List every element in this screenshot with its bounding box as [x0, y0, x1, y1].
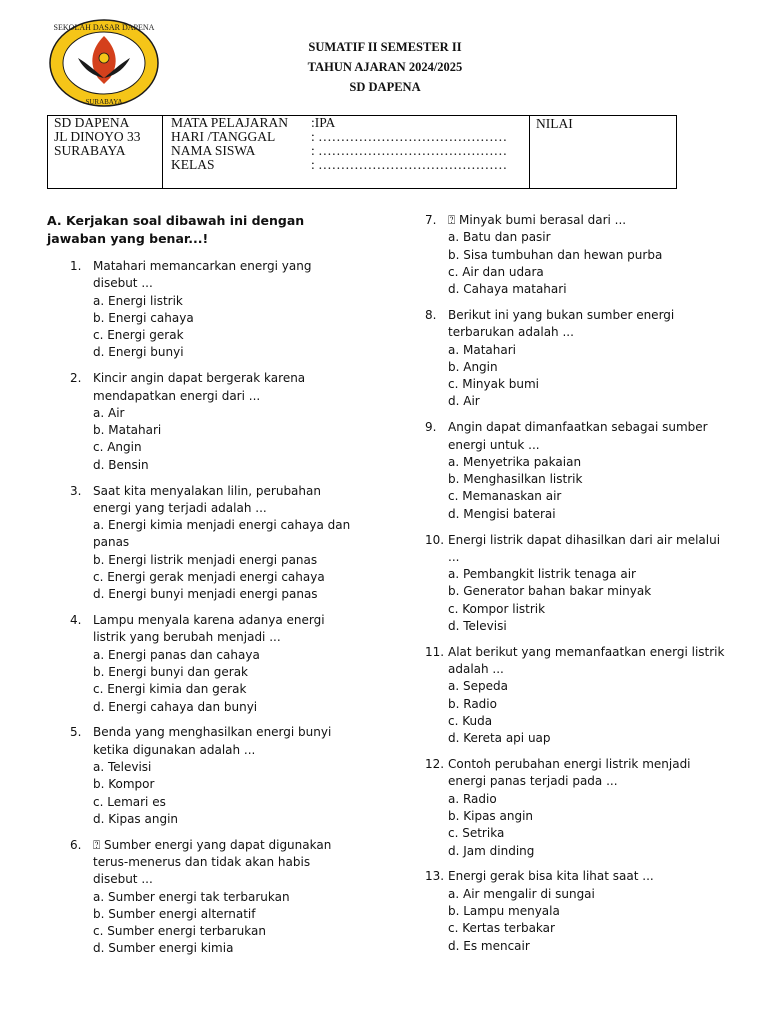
- answer-option[interactable]: d. Sumber energi kimia: [93, 941, 234, 956]
- question-number-text: 5.: [70, 725, 82, 740]
- question-number-text: 4.: [70, 613, 82, 628]
- answer-option[interactable]: b. Lampu menyala: [448, 903, 560, 918]
- field-value[interactable]: : ……………………………………: [311, 157, 508, 172]
- field-label: NAMA SISWA: [171, 143, 256, 158]
- question-body: [448, 532, 725, 636]
- question-number: [425, 868, 448, 954]
- question-number-text: 13.: [425, 869, 445, 884]
- school-address-cell: [48, 116, 163, 189]
- school-logo: [48, 18, 160, 108]
- answer-option[interactable]: d. Air: [448, 394, 480, 409]
- answer-option[interactable]: d. Kereta api uap: [448, 731, 551, 746]
- answer-option[interactable]: b. Energi bunyi dan gerak: [93, 665, 249, 680]
- header-year: TAHUN AJARAN 2024/2025: [307, 60, 463, 74]
- answer-option[interactable]: c. Energi gerak menjadi energi cahaya: [93, 570, 325, 585]
- answer-option[interactable]: b. Generator bahan bakar minyak: [448, 584, 652, 599]
- school-name: SD DAPENA: [54, 115, 130, 130]
- answer-option[interactable]: a. Air mengalir di sungai: [448, 886, 595, 901]
- answer-option[interactable]: b. Kipas angin: [448, 809, 534, 823]
- question-number: [425, 212, 448, 298]
- field-label: KELAS: [171, 157, 215, 172]
- question-number: [47, 837, 93, 958]
- answer-option[interactable]: d. Energi bunyi menjadi energi panas: [93, 587, 318, 602]
- answer-option[interactable]: a. Energi panas dan cahaya: [93, 647, 260, 662]
- question-body: [448, 212, 725, 298]
- answer-option[interactable]: d. Cahaya matahari: [448, 282, 567, 297]
- question-body: [448, 868, 725, 954]
- question-body: [93, 837, 357, 958]
- question-text: ⍰ Sumber energi yang dapat digunakan terus-menerus dan tidak akan habis disebut ...: [93, 837, 332, 887]
- answer-option[interactable]: a. Air: [93, 405, 125, 420]
- question-number-text: 8.: [425, 307, 437, 322]
- field-student-name: [163, 144, 529, 158]
- question-text: Energi listrik dapat dihasilkan dari air melalui ...: [448, 532, 721, 564]
- answer-option[interactable]: c. Minyak bumi: [448, 377, 539, 392]
- answer-option[interactable]: a. Matahari: [448, 342, 516, 357]
- question-body: [93, 724, 357, 828]
- field-date: [163, 130, 529, 144]
- answer-option[interactable]: c. Setrika: [448, 826, 505, 841]
- question-item: [425, 868, 725, 954]
- question-number: [425, 419, 448, 523]
- answer-option[interactable]: b. Menghasilkan listrik: [448, 472, 583, 487]
- answer-option[interactable]: d. Televisi: [448, 619, 507, 634]
- question-number-text: 11.: [425, 644, 445, 659]
- question-body: [448, 644, 725, 748]
- question-number: [47, 724, 93, 828]
- question-item: [47, 370, 357, 474]
- answer-option[interactable]: d. Es mencair: [448, 938, 530, 953]
- answer-option[interactable]: a. Menyetrika pakaian: [448, 454, 582, 469]
- answer-option[interactable]: a. Sepeda: [448, 679, 508, 694]
- question-item: [425, 756, 725, 860]
- questions-column-left: [47, 212, 357, 966]
- answer-option[interactable]: a. Energi kimia menjadi energi cahaya dan panas: [93, 518, 351, 550]
- answer-option[interactable]: a. Televisi: [93, 760, 152, 775]
- question-item: [425, 644, 725, 748]
- answer-option[interactable]: d. Energi cahaya dan bunyi: [93, 699, 258, 714]
- answer-option[interactable]: a. Radio: [448, 791, 497, 806]
- question-text: ⍰ Minyak bumi berasal dari ...: [448, 213, 627, 227]
- question-body: [448, 756, 725, 860]
- score-label: NILAI: [536, 116, 573, 131]
- question-body: [93, 370, 357, 474]
- answer-option[interactable]: c. Lemari es: [93, 794, 166, 809]
- answer-option[interactable]: c. Air dan udara: [448, 264, 544, 279]
- question-number-text: 10.: [425, 532, 445, 547]
- answer-option[interactable]: d. Energi bunyi: [93, 345, 184, 360]
- section-title: A. Kerjakan soal dibawah ini dengan jawaban yang benar...!: [47, 213, 305, 246]
- question-text: Matahari memancarkan energi yang disebut ...: [93, 259, 312, 291]
- question-body: [448, 419, 725, 523]
- question-text: Lampu menyala karena adanya energi listrik yang berubah menjadi ...: [93, 613, 325, 645]
- question-item: [47, 837, 357, 958]
- answer-option[interactable]: c. Sumber energi terbarukan: [93, 924, 266, 939]
- answer-option[interactable]: b. Angin: [448, 359, 498, 374]
- answer-option[interactable]: a. Pembangkit listrik tenaga air: [448, 567, 636, 582]
- answer-option[interactable]: a. Sumber energi tak terbarukan: [93, 889, 290, 904]
- school-street: JL DINOYO 33: [54, 129, 141, 144]
- document-header: [250, 37, 520, 97]
- question-text: Benda yang menghasilkan energi bunyi ketika digunakan adalah ...: [93, 725, 332, 757]
- question-body: [448, 307, 725, 411]
- question-item: [425, 212, 725, 298]
- field-label: MATA PELAJARAN: [171, 115, 289, 130]
- question-text: Saat kita menyalakan lilin, perubahan energi yang terjadi adalah ...: [93, 483, 321, 515]
- question-number: [425, 756, 448, 860]
- question-text: Berikut ini yang bukan sumber energi terbarukan adalah ...: [448, 307, 675, 340]
- question-text: Kincir angin dapat bergerak karena mendapatkan energi dari ...: [93, 371, 306, 403]
- answer-option[interactable]: b. Matahari: [93, 423, 162, 438]
- answer-option[interactable]: b. Radio: [448, 696, 497, 711]
- answer-option[interactable]: c. Energi gerak: [93, 328, 184, 343]
- question-item: [47, 483, 357, 604]
- score-cell[interactable]: [530, 116, 677, 189]
- question-item: [47, 258, 357, 362]
- answer-option[interactable]: a. Energi listrik: [93, 293, 183, 308]
- answer-option[interactable]: d. Jam dinding: [448, 843, 535, 858]
- student-info-table: [47, 115, 677, 189]
- question-number: [47, 258, 93, 362]
- answer-option[interactable]: d. Bensin: [93, 457, 149, 472]
- student-fields-cell: [163, 116, 530, 189]
- question-text: Alat berikut yang memanfaatkan energi listrik adalah ...: [448, 644, 725, 677]
- question-item: [47, 612, 357, 716]
- question-body: [93, 258, 357, 362]
- answer-option[interactable]: d. Kipas angin: [93, 811, 179, 826]
- question-item: [425, 532, 725, 636]
- question-number: [425, 532, 448, 636]
- answer-option[interactable]: d. Mengisi baterai: [448, 506, 556, 521]
- question-number-text: 9.: [425, 420, 437, 435]
- header-school: SD DAPENA: [349, 80, 421, 94]
- field-label: HARI /TANGGAL: [171, 129, 276, 144]
- field-value[interactable]: : ……………………………………: [311, 129, 508, 144]
- logo-ring-text: SEKOLAH DASAR DAPENA: [53, 23, 155, 32]
- question-body: [93, 612, 357, 716]
- question-number: [47, 483, 93, 604]
- question-number-text: 1.: [70, 259, 82, 273]
- answer-option[interactable]: b. Sumber energi alternatif: [93, 906, 256, 921]
- answer-option[interactable]: c. Kompor listrik: [448, 601, 546, 616]
- header-title: SUMATIF II SEMESTER II: [308, 40, 462, 54]
- logo-bottom-text: SURABAYA: [85, 98, 123, 106]
- school-city: SURABAYA: [54, 143, 126, 158]
- field-subject: [163, 116, 529, 130]
- question-text: Contoh perubahan energi listrik menjadi energi panas terjadi pada ...: [448, 757, 691, 789]
- question-item: [425, 419, 725, 523]
- questions-column-right: [425, 212, 725, 963]
- question-number-text: 3.: [70, 483, 82, 498]
- question-number-text: 12.: [425, 757, 445, 772]
- question-item: [425, 307, 725, 411]
- question-item: [47, 724, 357, 828]
- field-value[interactable]: :IPA: [311, 115, 336, 130]
- answer-option[interactable]: c. Memanaskan air: [448, 489, 562, 504]
- question-number: [47, 370, 93, 474]
- question-text: Angin dapat dimanfaatkan sebagai sumber energi untuk ...: [448, 420, 708, 452]
- answer-option[interactable]: a. Batu dan pasir: [448, 230, 551, 245]
- question-number: [425, 644, 448, 748]
- answer-option[interactable]: b. Kompor: [93, 777, 155, 792]
- question-number-text: 2.: [70, 371, 82, 386]
- question-body: [93, 483, 357, 604]
- question-number: [425, 307, 448, 411]
- field-value[interactable]: : ……………………………………: [311, 143, 508, 158]
- answer-option[interactable]: b. Sisa tumbuhan dan hewan purba: [448, 247, 663, 262]
- question-number: [47, 612, 93, 716]
- answer-option[interactable]: b. Energi listrik menjadi energi panas: [93, 552, 318, 567]
- question-text: Energi gerak bisa kita lihat saat ...: [448, 869, 654, 884]
- answer-option[interactable]: b. Energi cahaya: [93, 310, 194, 325]
- question-number-text: 6.: [70, 837, 82, 852]
- answer-option[interactable]: c. Energi kimia dan gerak: [93, 682, 247, 697]
- answer-option[interactable]: c. Kuda: [448, 714, 493, 729]
- answer-option[interactable]: c. Angin: [93, 440, 142, 455]
- field-class: [163, 158, 529, 172]
- answer-option[interactable]: c. Kertas terbakar: [448, 921, 555, 936]
- question-number-text: 7.: [425, 213, 437, 227]
